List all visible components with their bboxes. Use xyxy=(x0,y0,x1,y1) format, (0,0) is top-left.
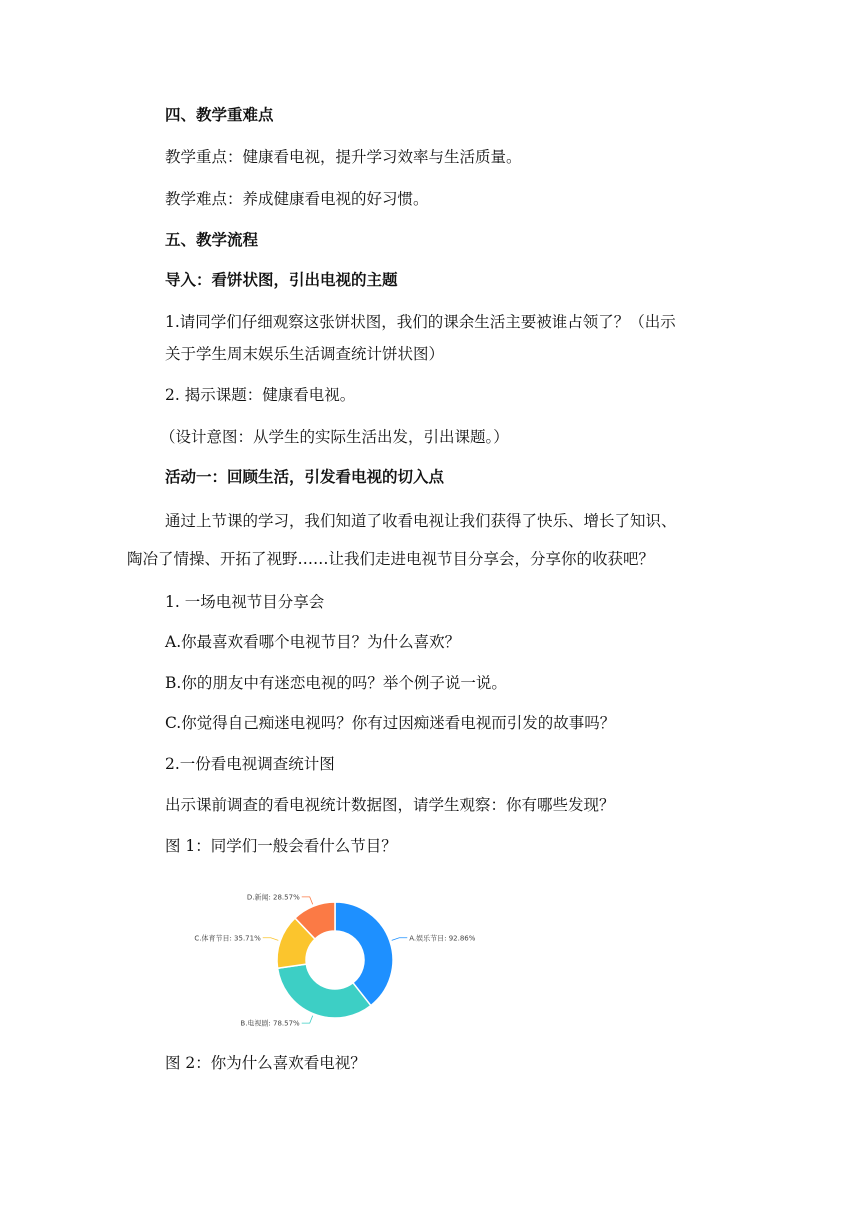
activity-1-question-a: A.你最喜欢看哪个电视节目？为什么喜欢？ xyxy=(165,633,461,651)
figure-1-caption: 图 1：同学们一般会看什么节目？ xyxy=(165,837,397,855)
intro-item-2: 2. 揭示课题：健康看电视。 xyxy=(165,386,356,404)
donut-label-2: B.电视剧: 78.57% xyxy=(240,1019,300,1028)
intro-title: 导入：看饼状图，引出电视的主题 xyxy=(165,271,398,289)
donut-label-3: C.体育节目: 35.71% xyxy=(194,934,261,943)
intro-design-note: （设计意图：从学生的实际生活出发，引出课题。） xyxy=(160,428,509,446)
intro-item-1-line-2: 关于学生周末娱乐生活调查统计饼状图） xyxy=(165,345,445,363)
activity-1-title: 活动一：回顾生活，引发看电视的切入点 xyxy=(165,468,445,486)
activity-1-question-b: B.你的朋友中有迷恋电视的吗？举个例子说一说。 xyxy=(165,674,507,692)
key-point-text: 教学重点：健康看电视，提升学习效率与生活质量。 xyxy=(165,148,522,166)
figure-2-caption: 图 2：你为什么喜欢看电视？ xyxy=(165,1054,366,1072)
activity-1-para-line-1: 通过上节课的学习，我们知道了收看电视让我们获得了快乐、增长了知识、 xyxy=(165,512,677,530)
difficulty-text: 教学难点：养成健康看电视的好习惯。 xyxy=(165,190,429,208)
activity-1-question-c: C.你觉得自己痴迷电视吗？你有过因痴迷看电视而引发的故事吗？ xyxy=(165,714,616,732)
section-heading-4: 四、教学重难点 xyxy=(165,106,274,124)
donut-leader-4 xyxy=(302,897,313,904)
donut-slice-2 xyxy=(278,964,371,1018)
intro-item-1-line-1: 1.请同学们仔细观察这张饼状图，我们的课余生活主要被谁占领了？（出示 xyxy=(165,313,676,331)
section-heading-5: 五、教学流程 xyxy=(165,231,259,249)
donut-chart xyxy=(180,868,500,1038)
donut-leader-2 xyxy=(302,1016,313,1023)
activity-1-item-1: 1. 一场电视节目分享会 xyxy=(165,593,325,611)
donut-leader-1 xyxy=(392,938,408,941)
activity-1-item-2: 2.一份看电视调查统计图 xyxy=(165,755,335,773)
activity-1-show-text: 出示课前调查的看电视统计数据图，请学生观察：你有哪些发现？ xyxy=(165,796,615,814)
donut-chart-svg xyxy=(180,868,500,1038)
activity-1-para-line-2: 陶冶了情操、开拓了视野……让我们走进电视节目分享会，分享你的收获吧？ xyxy=(127,550,655,568)
donut-label-4: D.新闻: 28.57% xyxy=(246,893,300,902)
donut-leader-3 xyxy=(263,938,279,941)
donut-label-1: A.娱乐节目: 92.86% xyxy=(409,934,476,943)
